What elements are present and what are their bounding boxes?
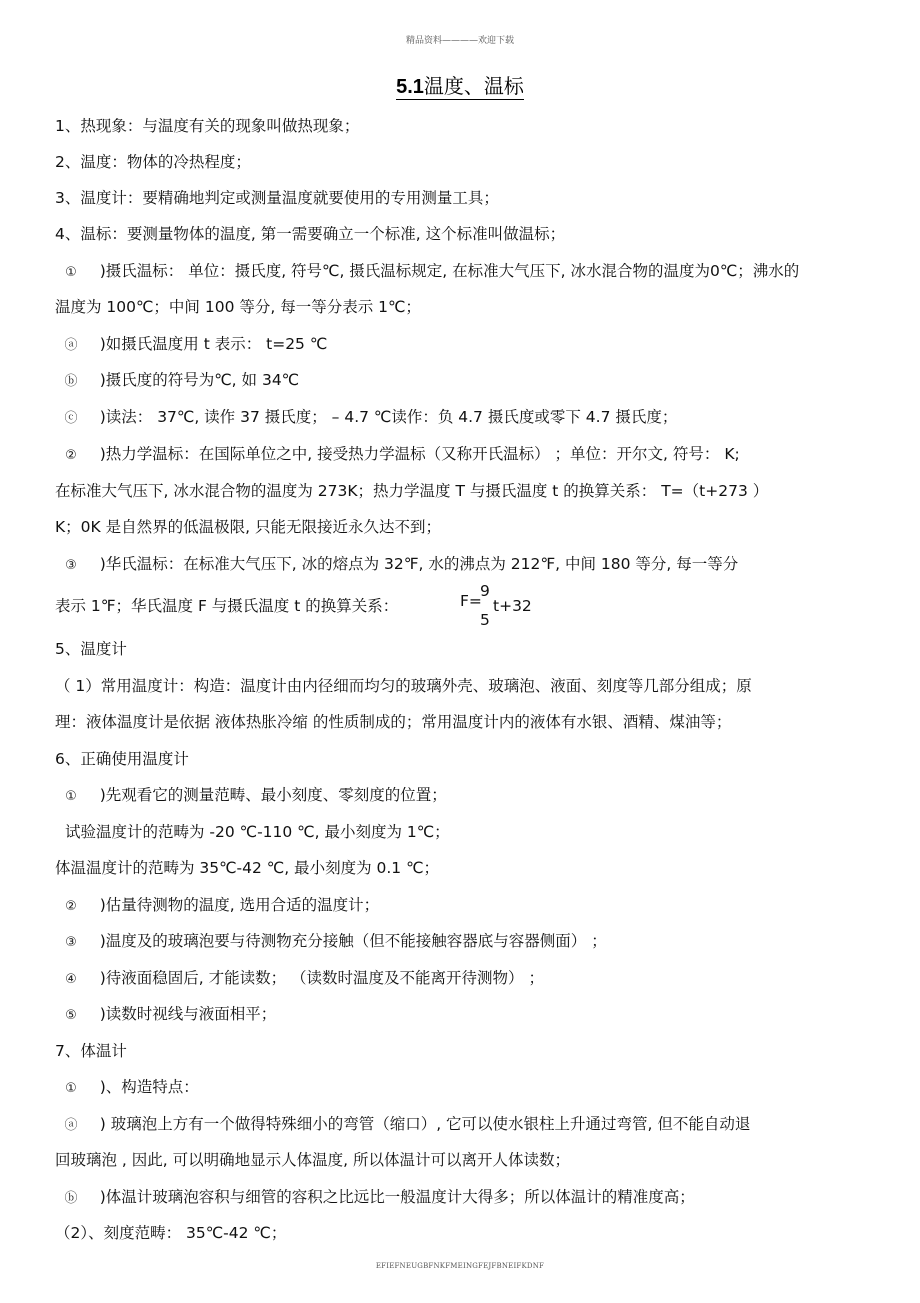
circle-number-2: ② [65, 448, 77, 463]
page-title [0, 70, 920, 99]
circle-number-4: ④ [65, 972, 77, 987]
fahrenheit-scale-line-cont: 表示 1℉；华氏温度 F 与摄氏温度 t 的换算关系： [55, 597, 399, 615]
section-number: 5.1 [396, 76, 424, 98]
sub-item-b: ⓑ )摄氏度的符号为℃, 如 34℃ [62, 370, 299, 392]
item-7: 7、体温计 [55, 1042, 127, 1060]
clinical-scale-range: （2）、刻度范畴： 35℃-42 ℃； [55, 1224, 287, 1242]
usage-step-4: ④ )待液面稳固后, 才能读数； （读数时温度及不能离开待测物） ； [62, 968, 544, 990]
formula-denominator: 5 [480, 611, 490, 629]
fahrenheit-scale-line: ③ )华氏温标：在标准大气压下, 冰的熔点为 32℉, 水的沸点为 212℉, 中间 180 等分, 每一等分 [62, 554, 738, 576]
page-header: 精品资料————欢迎下载 [405, 36, 514, 46]
clinical-feature-a: ⓐ ) 玻璃泡上方有一个做得特殊细小的弯管（缩口）, 它可以使水银柱上升通过弯管, 但不能自动退 [62, 1114, 750, 1136]
formula-numerator: 9 [480, 582, 490, 600]
item-2: 2、温度：物体的冷热程度； [55, 153, 251, 171]
kelvin-scale-line-cont2: K；0K 是自然界的低温极限, 只能无限接近永久达不到； [55, 518, 441, 536]
page-footer: EFIEFNEUGBFNKFMEINGFEJFBNEIFKDNF [375, 1262, 545, 1270]
item-3: 3、温度计：要精确地判定或测量温度就要使用的专用测量工具； [55, 189, 499, 207]
circle-number-3: ③ [65, 558, 77, 573]
lab-thermometer-range: 试验温度计的范畴为 -20 ℃-110 ℃, 最小刻度为 1℃； [65, 823, 450, 841]
common-thermometer-line-cont: 理：液体温度计是依据 液体热胀冷缩 的性质制成的；常用温度计内的液体有水银、酒精、煤油等； [55, 713, 732, 731]
item-4: 4、温标：要测量物体的温度, 第一需要确立一个标准, 这个标准叫做温标； [55, 225, 566, 243]
clinical-structure-line: ① )、构造特点： [62, 1077, 199, 1099]
clinical-feature-a-cont: 回玻璃泡 , 因此, 可以明确地显示人体温度, 所以体温计可以离开人体读数； [55, 1151, 570, 1169]
circle-number-1: ① [65, 789, 77, 804]
circle-letter-b: ⓑ [64, 374, 78, 389]
formula-rhs: t+32 [493, 597, 532, 615]
clinical-thermometer-range: 体温温度计的范畴为 35℃-42 ℃, 最小刻度为 0.1 ℃； [55, 859, 439, 877]
kelvin-scale-line: ② )热力学温标：在国际单位之中, 接受热力学温标（又称开氏温标） ；单位：开尔文, 符号： K; [62, 444, 740, 466]
circle-number-5: ⑤ [65, 1008, 77, 1023]
celsius-scale-line-cont: 温度为 100℃；中间 100 等分, 每一等分表示 1℃； [55, 298, 421, 316]
circle-number-3: ③ [65, 935, 77, 950]
clinical-feature-b: ⓑ )体温计玻璃泡容积与细管的容积之比远比一般温度计大得多；所以体温计的精准度高； [62, 1187, 695, 1209]
usage-step-3: ③ )温度及的玻璃泡要与待测物充分接触（但不能接触容器底与容器侧面） ； [62, 931, 607, 953]
item-6: 6、正确使用温度计 [55, 750, 189, 768]
kelvin-scale-line-cont: 在标准大气压下, 冰水混合物的温度为 273K；热力学温度 T 与摄氏温度 t 的换算关系： T=（t+273 ） [55, 482, 769, 500]
common-thermometer-line: （ 1）常用温度计：构造：温度计由内径细而均匀的玻璃外壳、玻璃泡、液面、刻度等几部分组成；原 [55, 677, 752, 695]
circle-letter-c: ⓒ [64, 411, 78, 426]
formula-lhs: F= [460, 592, 482, 610]
celsius-scale-line: ① )摄氏温标： 单位：摄氏度, 符号℃, 摄氏温标规定, 在标准大气压下, 冰水混合物的温度为0℃；沸水的 [62, 261, 799, 283]
item-5: 5、温度计 [55, 640, 127, 658]
sub-item-c: ⓒ )读法： 37℃, 读作 37 摄氏度； – 4.7 ℃读作：负 4.7 摄氏度或零下 4.7 摄氏度； [62, 407, 677, 429]
sub-item-a: ⓐ )如摄氏温度用 t 表示： t=25 ℃ [62, 334, 327, 356]
circle-number-1: ① [65, 265, 77, 280]
circle-letter-a: ⓐ [64, 338, 78, 353]
circle-number-2: ② [65, 899, 77, 914]
usage-step-1: ① )先观看它的测量范畴、最小刻度、零刻度的位置； [62, 785, 447, 807]
section-title: 温度、温标 [423, 74, 524, 98]
circle-letter-a: ⓐ [64, 1118, 78, 1133]
usage-step-2: ② )估量待测物的温度, 选用合适的温度计； [62, 895, 379, 917]
item-1: 1、热现象：与温度有关的现象叫做热现象； [55, 117, 360, 135]
usage-step-5: ⑤ )读数时视线与液面相平； [62, 1004, 276, 1026]
circle-letter-b: ⓑ [64, 1191, 78, 1206]
circle-number-1: ① [65, 1081, 77, 1096]
